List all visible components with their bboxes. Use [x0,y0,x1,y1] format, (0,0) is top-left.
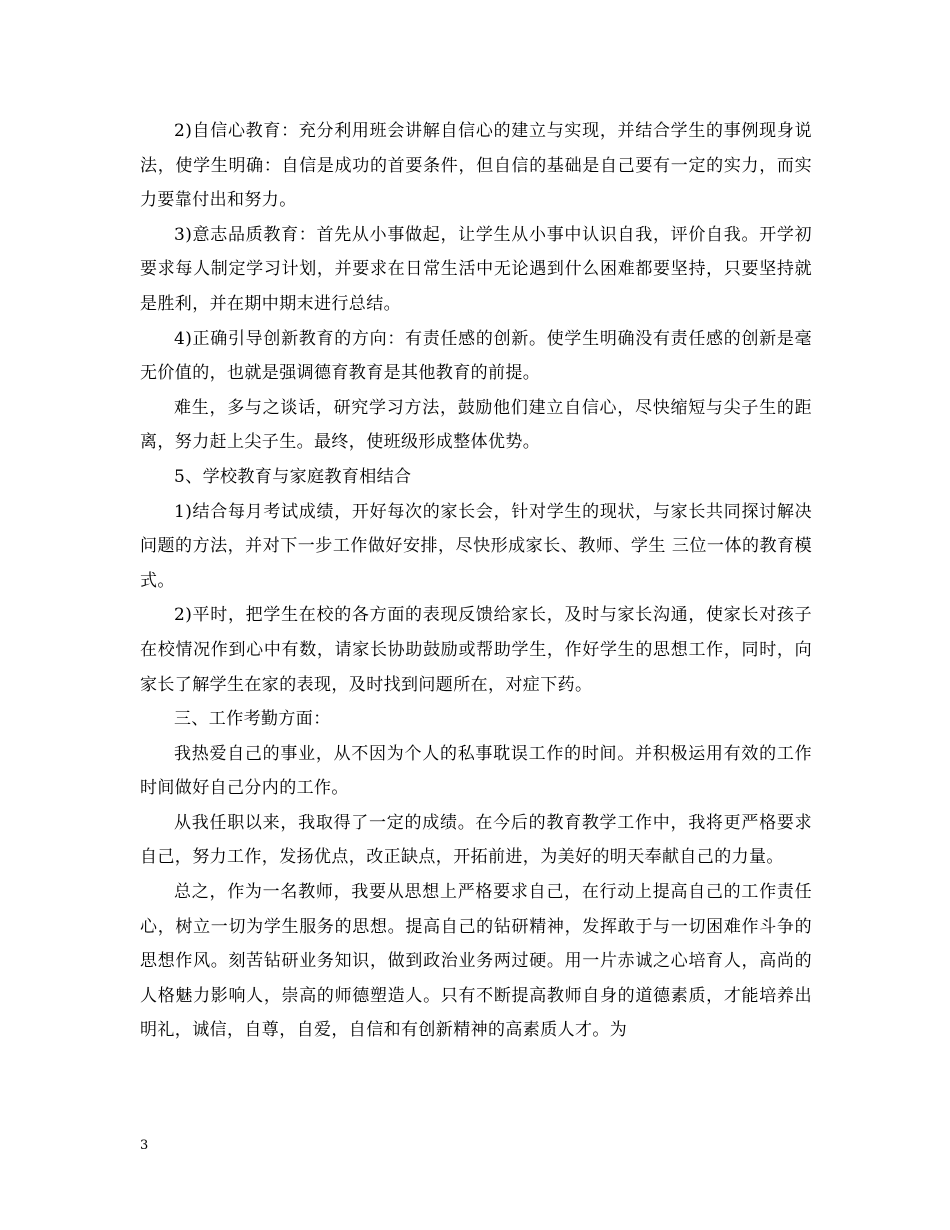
paragraph-love-of-work: 我热爱自己的事业，从不因为个人的私事耽误工作的时间。并积极运用有效的工作时间做好自己分内的工作。 [140,743,812,799]
paragraph-confidence-education: 2)自信心教育：充分利用班会讲解自信心的建立与实现，并结合学生的事例现身说法，使学生明确：自信是成功的首要条件，但自信的基础是自己要有一定的实力，而实力要靠付出和努力。 [140,121,812,211]
section-heading-school-family: 5、学校教育与家庭教育相结合 [174,466,412,487]
paragraph-parent-feedback: 2)平时，把学生在校的各方面的表现反馈给家长，及时与家长沟通，使家长对孩子在校情况作到心中有数，请家长协助鼓励或帮助学生，作好学生的思想工作，同时，向家长了解学生在家的表现，及时找到问题所在，对症下药。 [140,605,812,695]
paragraph-struggling-students: 难生，多与之谈话，研究学习方法，鼓励他们建立自信心，尽快缩短与尖子生的距离，努力赶上尖子生。最终，使班级形成整体优势。 [140,397,812,453]
section-heading-attendance: 三、工作考勤方面： [174,709,331,730]
document-body [140,114,812,1048]
paragraph-willpower-education: 3)意志品质教育：首先从小事做起，让学生从小事中认识自我，评价自我。开学初要求每人制定学习计划，并要求在日常生活中无论遇到什么困难都要坚持，只要坚持就是胜利，并在期中期末进行总结。 [140,224,812,314]
paragraph-parent-meetings: 1)结合每月考试成绩，开好每次的家长会，针对学生的现状，与家长共同探讨解决问题的方法，并对下一步工作做好安排，尽快形成家长、教师、学生 三位一体的教育模式。 [140,501,812,591]
page-number: 3 [140,1138,149,1153]
paragraph-achievements: 从我任职以来，我取得了一定的成绩。在今后的教育教学工作中，我将更严格要求自己，努力工作，发扬优点，改正缺点，开拓前进，为美好的明天奉献自己的力量。 [140,812,812,868]
paragraph-innovation-education: 4)正确引导创新教育的方向：有责任感的创新。使学生明确没有责任感的创新是毫无价值的，也就是强调德育教育是其他教育的前提。 [140,328,812,384]
paragraph-conclusion: 总之，作为一名教师，我要从思想上严格要求自己，在行动上提高自己的工作责任心，树立一切为学生服务的思想。提高自己的钻研精神，发挥敢于与一切困难作斗争的思想作风。刻苦钻研业务知识，做到政治业务两过硬。用一片赤诚之心培育人，高尚的人格魅力影响人，崇高的师德塑造人。只有不断提高教师自身的道德素质，才能培养出明礼，诚信，自尊，自爱，自信和有创新精神的高素质人才。为 [140,882,812,1041]
